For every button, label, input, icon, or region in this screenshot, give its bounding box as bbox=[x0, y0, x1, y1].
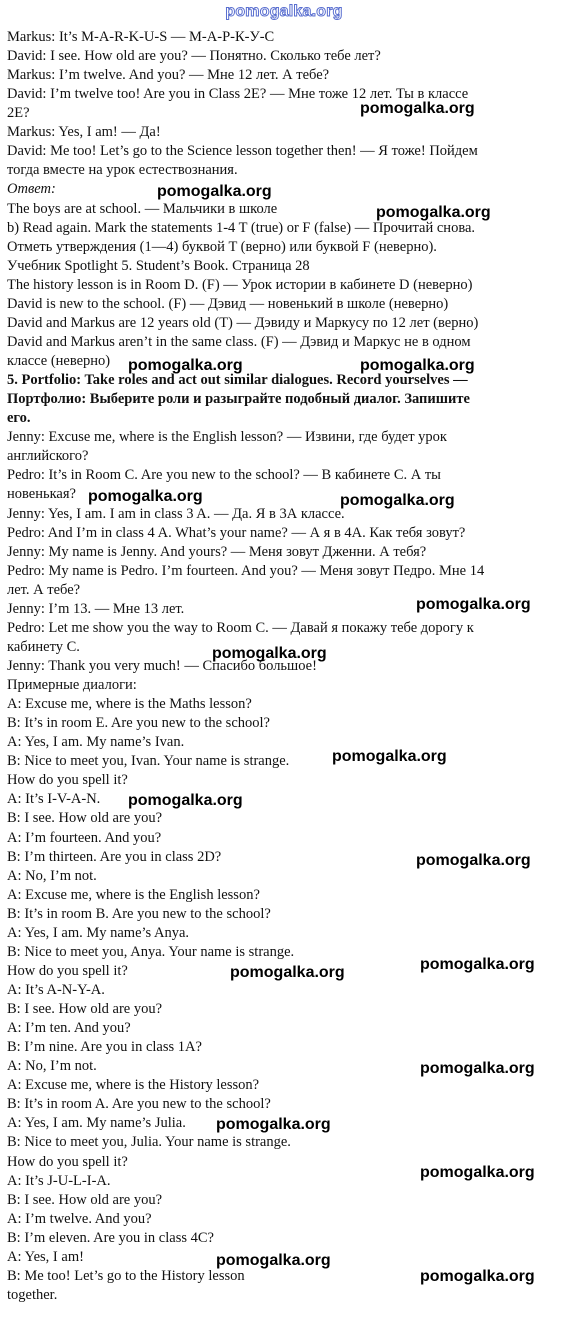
text-line: B: I’m thirteen. Are you in class 2D? bbox=[7, 848, 222, 865]
watermark-text: pomogalka.org bbox=[340, 492, 455, 509]
text-line: B: I’m nine. Are you in class 1A? bbox=[7, 1039, 202, 1056]
text-line: Портфолио: Выберите роли и разыграйте подобный диалог. Запишите bbox=[7, 391, 470, 408]
text-line: Отметь утверждения (1—4) буквой T (верно) или буквой F (неверно). bbox=[7, 238, 437, 255]
text-line: B: Nice to meet you, Anya. Your name is strange. bbox=[7, 943, 295, 960]
text-line: Markus: I’m twelve. And you? — Мне 12 лет. А тебе? bbox=[7, 67, 330, 84]
watermark-text: pomogalka.org bbox=[230, 964, 345, 981]
text-line: A: Excuse me, where is the History lesson? bbox=[7, 1077, 260, 1094]
text-line: английского? bbox=[7, 448, 89, 465]
watermark-text: pomogalka.org bbox=[360, 357, 475, 374]
text-line: Учебник Spotlight 5. Student’s Book. Страница 28 bbox=[7, 257, 310, 274]
text-line: David: I’m twelve too! Are you in Class 2E? — Мне тоже 12 лет. Ты в классе bbox=[7, 86, 469, 103]
watermark-text: pomogalka.org bbox=[416, 596, 531, 613]
text-line: Markus: It’s M-A-R-K-U-S — М-А-Р-К-У-С bbox=[7, 29, 275, 45]
watermark-text: pomogalka.org bbox=[216, 1116, 331, 1133]
text-line: A: It’s J-U-L-I-A. bbox=[7, 1172, 111, 1189]
text-line: B: I’m eleven. Are you in class 4C? bbox=[7, 1229, 214, 1246]
text-line: David and Markus are 12 years old (T) — Дэвиду и Маркусу по 12 лет (верно) bbox=[7, 314, 479, 331]
text-line: B: It’s in room B. Are you new to the school? bbox=[7, 905, 271, 922]
text-line: A: Excuse me, where is the English lesson? bbox=[7, 886, 260, 903]
text-line: B: I see. How old are you? bbox=[7, 810, 163, 827]
text-line: Jenny: I’m 13. — Мне 13 лет. bbox=[7, 600, 185, 617]
text-line: A: Yes, I am. My name’s Anya. bbox=[7, 924, 190, 941]
text-line: B: It’s in room A. Are you new to the school? bbox=[7, 1096, 271, 1113]
text-line: Jenny: My name is Jenny. And yours? — Меня зовут Дженни. А тебя? bbox=[7, 543, 427, 560]
text-line: Jenny: Excuse me, where is the English lesson? — Извини, где будет урок bbox=[7, 429, 447, 446]
text-line: кабинету С. bbox=[7, 638, 80, 655]
watermark-text: pomogalka.org bbox=[420, 1164, 535, 1181]
text-line: A: It’s A-N-Y-A. bbox=[7, 982, 105, 998]
text-line: The boys are at school. — Мальчики в школе bbox=[7, 200, 278, 217]
text-line: 5. Portfolio: Take roles and act out similar dialogues. Record yourselves — bbox=[7, 372, 468, 389]
text-line: Ответ: bbox=[7, 181, 56, 198]
text-line: Pedro: And I’m in class 4 A. What’s your name? — А я в 4А. Как тебя зовут? bbox=[7, 524, 466, 541]
text-line: новенькая? bbox=[7, 486, 76, 503]
text-line: A: I’m twelve. And you? bbox=[7, 1210, 152, 1227]
text-line: B: Nice to meet you, Julia. Your name is strange. bbox=[7, 1134, 291, 1151]
watermark-text: pomogalka.org bbox=[332, 748, 447, 765]
watermark-text: pomogalka.org bbox=[128, 357, 243, 374]
watermark-text: pomogalka.org bbox=[420, 1060, 535, 1077]
text-line: Pedro: Let me show you the way to Room C. — Давай я покажу тебе дорогу к bbox=[7, 619, 474, 636]
text-line: A: I’m fourteen. And you? bbox=[7, 829, 162, 846]
text-line: Pedro: My name is Pedro. I’m fourteen. And you? — Меня зовут Педро. Мне 14 bbox=[7, 562, 485, 579]
text-line: A: No, I’m not. bbox=[7, 867, 97, 884]
text-line: A: Yes, I am. My name’s Ivan. bbox=[7, 734, 185, 751]
watermark-text: pomogalka.org bbox=[420, 1268, 535, 1285]
text-line: B: I see. How old are you? bbox=[7, 1191, 163, 1208]
text-line: A: Yes, I am. My name’s Julia. bbox=[7, 1115, 186, 1132]
watermark-text: pomogalka.org bbox=[88, 488, 203, 505]
text-line: A: Yes, I am! bbox=[7, 1248, 84, 1265]
text-line: Jenny: Thank you very much! — Спасибо большое! bbox=[7, 657, 317, 674]
watermark-text: pomogalka.org bbox=[128, 792, 243, 809]
text-line: B: Me too! Let’s go to the History lesson bbox=[7, 1267, 245, 1284]
text-line: David: Me too! Let’s go to the Science lesson together then! — Я тоже! Пойдем bbox=[7, 143, 478, 160]
text-line: The history lesson is in Room D. (F) — Урок истории в кабинете D (неверно) bbox=[7, 276, 473, 293]
text-line: David is new to the school. (F) — Дэвид — новенький в школе (неверно) bbox=[7, 295, 449, 312]
text-line: A: No, I’m not. bbox=[7, 1058, 97, 1075]
text-line: тогда вместе на урок естествознания. bbox=[7, 162, 238, 179]
text-line: лет. А тебе? bbox=[7, 581, 81, 598]
text-line: A: It’s I-V-A-N. bbox=[7, 791, 101, 808]
watermark-text: pomogalka.org bbox=[420, 956, 535, 973]
watermark-text: pomogalka.org bbox=[157, 183, 272, 200]
text-line: Jenny: Yes, I am. I am in class 3 A. — Да. Я в 3А классе. bbox=[7, 505, 345, 522]
text-line: B: It’s in room E. Are you new to the school? bbox=[7, 715, 270, 732]
text-line: B: I see. How old are you? bbox=[7, 1001, 163, 1018]
watermark-text: pomogalka.org bbox=[212, 645, 327, 662]
watermark-text: pomogalka.org bbox=[216, 1252, 331, 1269]
text-line: Примерные диалоги: bbox=[7, 677, 137, 694]
watermark-text: pomogalka.org bbox=[416, 852, 531, 869]
watermark-text: pomogalka.org bbox=[360, 100, 475, 117]
text-line: How do you spell it? bbox=[7, 1153, 128, 1170]
text-line: David: I see. How old are you? — Понятно. Сколько тебе лет? bbox=[7, 48, 381, 65]
header-watermark: pomogalka.org bbox=[225, 3, 343, 20]
text-line: 2Е? bbox=[7, 105, 30, 122]
text-line: b) Read again. Mark the statements 1-4 T (true) or F (false) — Прочитай снова. bbox=[7, 219, 476, 236]
text-line: классе (неверно) bbox=[7, 353, 111, 370]
text-line: A: I’m ten. And you? bbox=[7, 1020, 131, 1037]
text-line: его. bbox=[7, 410, 31, 427]
text-line: Pedro: It’s in Room C. Are you new to the school? — В кабинете С. А ты bbox=[7, 467, 441, 484]
text-line: How do you spell it? bbox=[7, 772, 128, 789]
text-line: How do you spell it? bbox=[7, 962, 128, 979]
text-line: David and Markus aren’t in the same class. (F) — Дэвид и Маркус не в одном bbox=[7, 333, 471, 350]
text-line: A: Excuse me, where is the Maths lesson? bbox=[7, 696, 252, 713]
text-line: B: Nice to meet you, Ivan. Your name is strange. bbox=[7, 753, 290, 770]
text-line: Markus: Yes, I am! — Да! bbox=[7, 124, 161, 141]
watermark-text: pomogalka.org bbox=[376, 204, 491, 221]
text-line: together. bbox=[7, 1286, 58, 1303]
